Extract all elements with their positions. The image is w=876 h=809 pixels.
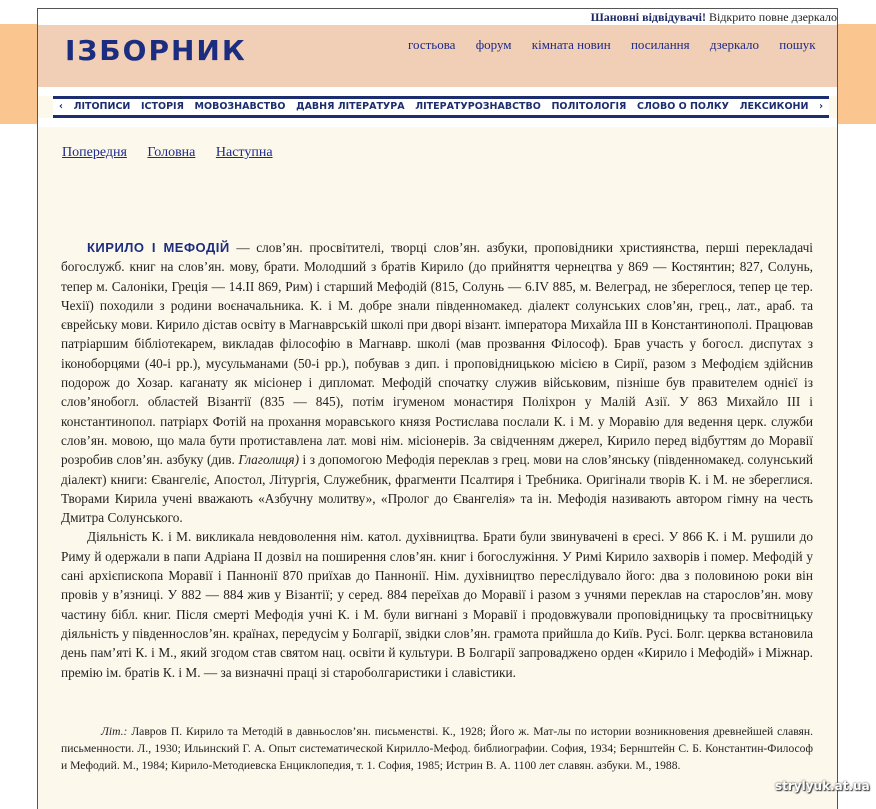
nav-item-politology[interactable]: ПОЛІТОЛОГІЯ (551, 101, 627, 112)
article-p1-b: і з допомогою Мефодія переклав з грец. мови на слов’янську (південномакед. солунський діалект) книги: Євангеліє, Апостол, Літургія, Служебник, фрагменти Псалтиря і Требника. Оригінали творів К. і М. не збереглися. Творами Кирила учені вважають «Азбучну молитву», «Пролог до Євангелія» та ін. Мефодія називають автором гімну на честь Дмитра Солунського. (61, 452, 813, 526)
announcement-text[interactable]: Відкрито повне дзеркало (705, 10, 837, 24)
top-link-mirror[interactable]: дзеркало (709, 37, 760, 52)
site-logo[interactable]: ІЗБОРНИК (65, 34, 247, 67)
announcement-bar (38, 9, 837, 25)
page-frame (37, 8, 838, 809)
top-link-search[interactable]: пошук (779, 37, 816, 52)
site-watermark: strylyuk.at.ua (775, 779, 870, 793)
nav-item-chronicles[interactable]: ЛІТОПИСИ (73, 101, 131, 112)
nav-item-old-literature[interactable]: ДАВНЯ ЛІТЕРАТУРА (296, 101, 405, 112)
references-text: Лавров П. Кирило та Методій в давньослов’ян. письменстві. К., 1928; Його ж. Мат-лы по истории возникновения древнейшей славян. письменности. Л., 1930; Ильинский Г. А. Опыт систематической Кирилло-Мефод. библиографии. София, 1934; Бернштейн С. Б. Константин-Философ и Мефодий. М., 1984; Кирило-Методиевска Енциклопедия, т. 1. София, 1985; Истрин В. А. 1100 лет славян. азбуки. М., 1988. (61, 725, 813, 772)
top-link-links[interactable]: посилання (630, 37, 690, 52)
pager-prev-link[interactable]: Попередня (62, 145, 127, 160)
top-link-guestbook[interactable]: гостьова (408, 37, 456, 52)
pager (62, 145, 290, 161)
left-side-band (0, 24, 37, 124)
right-side-band (837, 24, 876, 124)
article-p1-a: — слов’ян. просвітителі, творці слов’ян. азбуки, проповідники християнства, перші перекладачі богослужб. книг на слов’ян. мову, брати. Молодший з братів Кирило (до прийняття чернецтва у 869 — Костянтин; 827, Солунь, тепер м. Салоніки, Греція — 14.II 869, Рим) і старший Мефодій (815, Солунь — 6.IV 885, м. Велеград, не збереглося, тепер це тер. Чехії) походили з родини воєначальника. К. і М. добре знали південномакед. діалект солунських слов’ян, грец., лат., араб. та єврейську мови. Кирило дістав освіту в Магнаврській школі при дворі візант. імператора Михайла III в Константинополі. Працював патріаршим бібліотекарем, викладав філософію в Магнавр. школі (мав прозвання Філософ). Брав участь у богосл. диспутах з іконоборцями (40-і рр.), мусульманами (50-і рр.), побував з дип. і проповідницькою місією в Сирії, разом з Мефодієм здійснив подорож до Хозар. каганату як місіонер і дипломат. Мефодій спочатку служив військовим, пізніше був правителем однієї із слов’янобогл. областей Візантії (835 — 845), потім ігуменом монастиря Поліхрон у Малій Азії. У 863 Михайло III і константинопол. патріарх Фотій на прохання моравського князя Ростислава послали К. і М. у Моравію для ведення церк. служби слов’ян. мовою, що мала бути протиставлена лат. мові нім. місіонерів. За свідченням джерел, Кирило перед відбуттям до Моравії розробив слов’ян. азбуку (див. (61, 240, 813, 468)
nav-item-igor-tale[interactable]: СЛОВО О ПОЛКУ (637, 101, 729, 112)
article-paragraph-2: Діяльність К. і М. викликала невдоволення нім. катол. духівництва. Брати були звинувачені в єресі. У 866 К. і М. рушили до Риму й одержали в папи Адріана II дозвіл на поширення слов’ян. книг і богослужіння. У Римі Кирило захворів і помер. Мефодій у сані архієпископа Моравії і Паннонії 870 приїхав до Паннонії. Нім. духівництво переслідувало його: два з половиною роки він провів у в’язниці. У 882 — 884 жив у Візантії; у серед. 884 переїхав до Моравії і разом з учнями переклав на старослов’ян. мову частину бібл. книг. Після смерті Мефодія учні К. і М. були вигнані з Моравії і продовжували проповідницьку та просвітницьку діяльність у південнослов’ян. країнах, передусім у Болгарії, звідки слов’ян. грамота прийшла до Київ. Русі. Болг. церква встановила день пам’яті К. і М., який згодом став святом нац. освіти й культури. В Болгарії запроваджено орден «Кирило і Мефодій» і Міжнар. премію ім. братів К. і М. — за визначні праці зі староболгаристики і славістики. (61, 529, 813, 680)
navbar-gap (38, 118, 837, 127)
article-body (61, 238, 813, 682)
nav-left-arrow-icon[interactable]: ‹ (59, 101, 63, 112)
references (61, 723, 813, 774)
nav-right-arrow-icon[interactable]: › (819, 101, 823, 112)
top-nav (408, 37, 833, 53)
top-link-forum[interactable]: форум (475, 37, 512, 52)
article-heading: КИРИЛО І МЕФОДІЙ (87, 240, 230, 255)
nav-item-history[interactable]: ІСТОРІЯ (141, 101, 184, 112)
pager-home-link[interactable]: Головна (147, 145, 196, 160)
nav-item-lexicons[interactable]: ЛЕКСИКОНИ (739, 101, 809, 112)
announcement-bold: Шановні відвідувачі! (590, 10, 706, 24)
nav-item-literary-studies[interactable]: ЛІТЕРАТУРОЗНАВСТВО (415, 101, 541, 112)
article-paragraph-1 (61, 238, 813, 527)
section-navbar (53, 96, 829, 118)
site-header (38, 25, 837, 87)
glagolitsa-link[interactable]: Глаголиця) (238, 452, 300, 468)
references-label: Літ.: (101, 725, 128, 738)
header-gap (38, 87, 837, 96)
nav-item-linguistics[interactable]: МОВОЗНАВСТВО (194, 101, 286, 112)
top-link-news[interactable]: кімната новин (531, 37, 611, 52)
pager-next-link[interactable]: Наступна (215, 145, 273, 160)
